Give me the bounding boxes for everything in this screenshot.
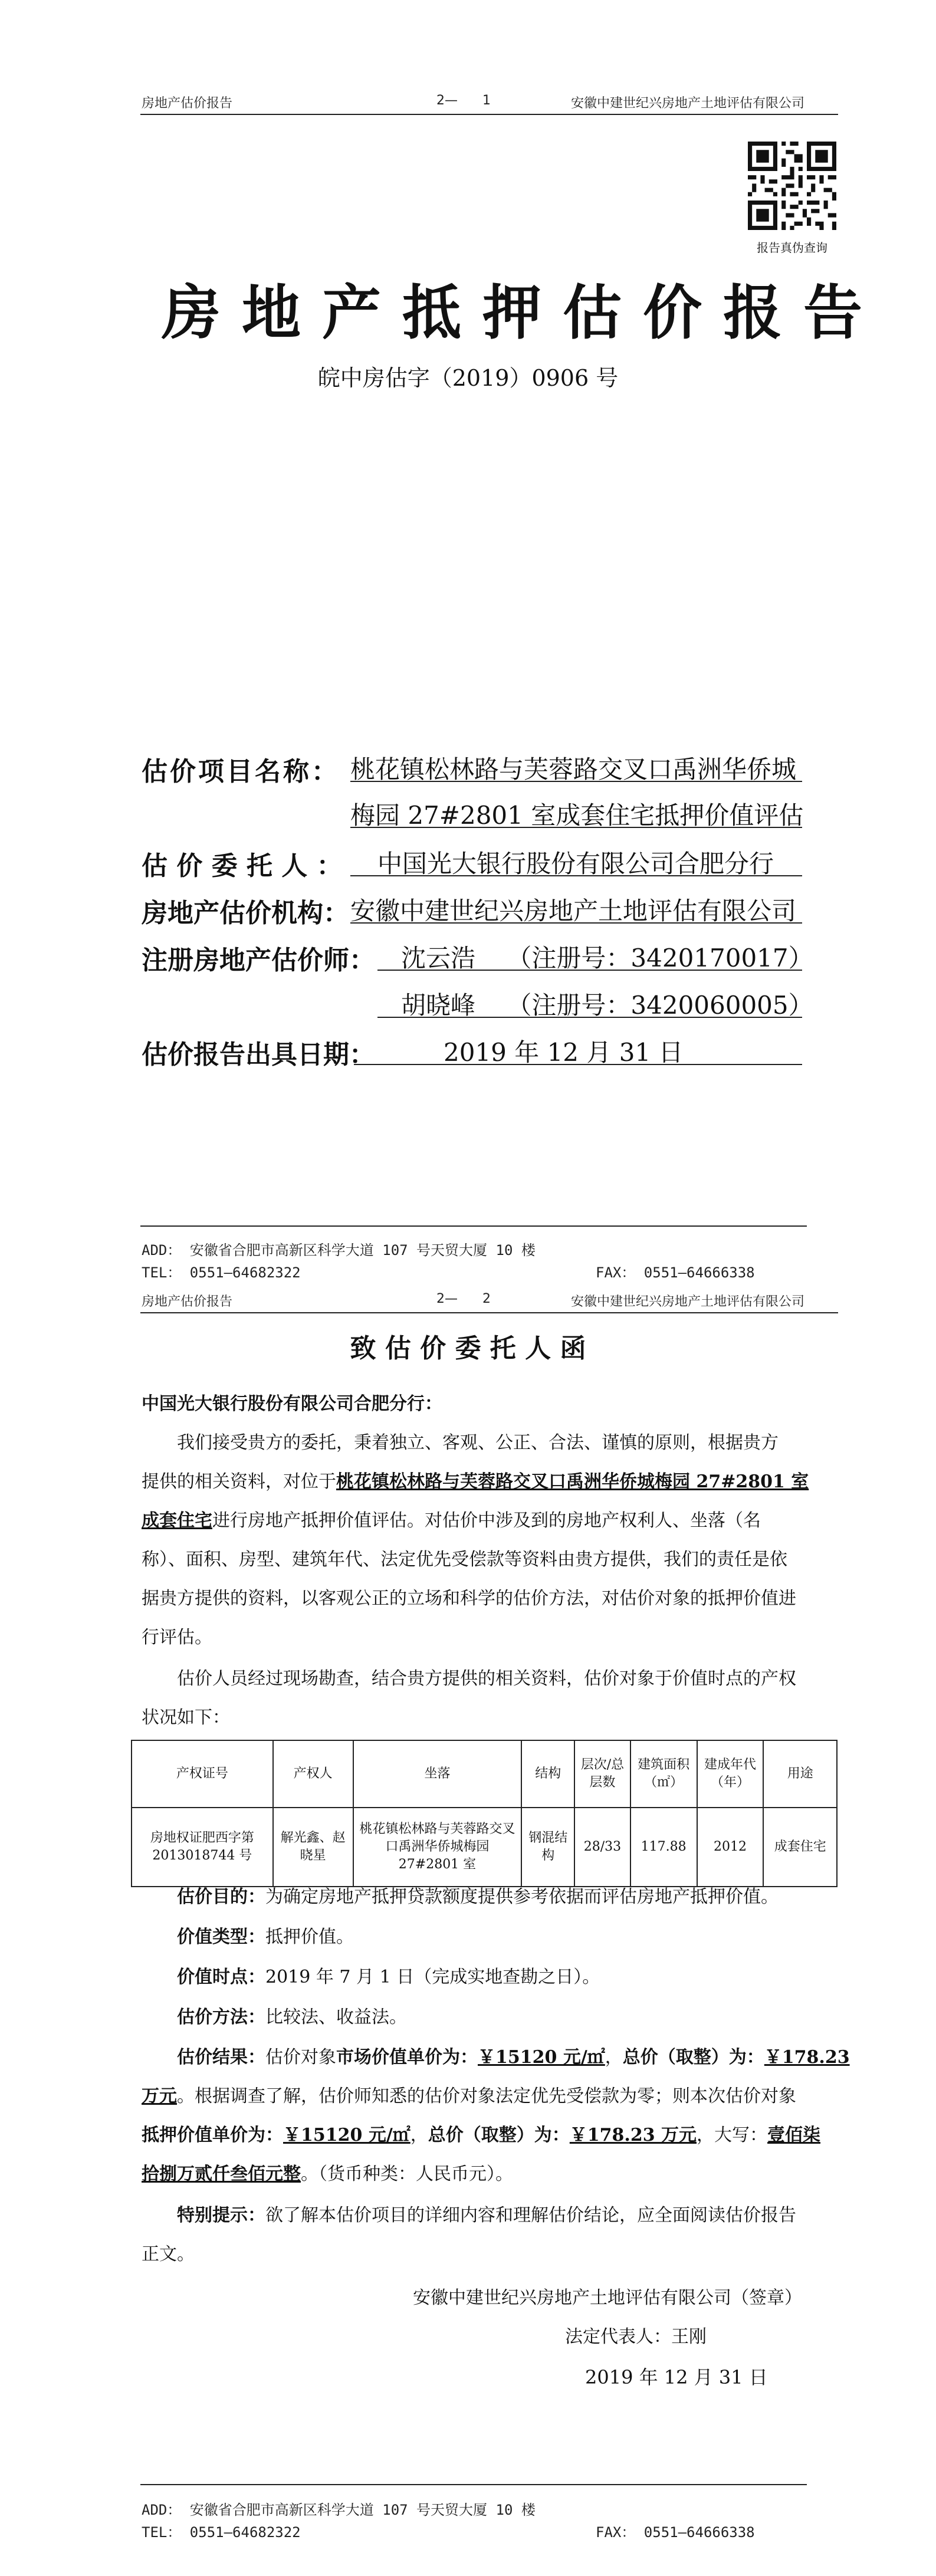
page2-footer-address: ADD： 安徽省合肥市高新区科学大道 107 号天贸大厦 10 楼 xyxy=(142,2502,536,2518)
table-header: 层次/总层数 xyxy=(574,1740,630,1808)
page2-header-rule xyxy=(140,1312,838,1313)
project-name-label: 估价项目名称： xyxy=(142,757,340,787)
table-cell: 钢混结构 xyxy=(521,1808,574,1887)
page2-header-page: 2— 2 xyxy=(436,1292,491,1306)
table-cell: 28/33 xyxy=(574,1808,630,1887)
table-header: 产权人 xyxy=(273,1740,353,1808)
issue-date-underline xyxy=(354,1064,802,1065)
signature-legal-rep: 法定代表人：王刚 xyxy=(565,2327,707,2347)
page1-footer-fax: FAX： 0551—64666338 xyxy=(596,1264,755,1281)
appraiser-underline-1 xyxy=(377,970,802,971)
value-date-line: 价值时点：2019 年 7 月 1 日（完成实地查勘之日）。 xyxy=(177,1967,600,1987)
issue-date-value: 2019 年 12 月 31 日 xyxy=(444,1038,684,1067)
signature-date: 2019 年 12 月 31 日 xyxy=(585,2366,768,2388)
para1-line4: 称）、面积、房型、建筑年代、法定优先受偿款等资料由贵方提供，我们的责任是依 xyxy=(142,1549,787,1570)
page1-header-left: 房地产估价报告 xyxy=(142,96,233,111)
para1-line2: 提供的相关资料，对位于桃花镇松林路与芙蓉路交叉口禹洲华侨城梅园 27#2801 室 xyxy=(142,1471,809,1492)
appraiser-underline-2 xyxy=(377,1017,802,1018)
table-header-row xyxy=(132,1740,837,1808)
table-header: 结构 xyxy=(521,1740,574,1808)
issue-date-label: 估价报告出具日期： xyxy=(142,1040,375,1070)
project-name-line1: 桃花镇松林路与芙蓉路交叉口禹洲华侨城 xyxy=(350,755,797,784)
special-line1: 特别提示：欲了解本估价项目的详细内容和理解估价结论，应全面阅读估价报告 xyxy=(177,2205,796,2226)
para2-line2: 状况如下： xyxy=(142,1707,230,1728)
table-cell: 解光鑫、赵晓星 xyxy=(273,1808,353,1887)
table-header: 建成年代（年） xyxy=(697,1740,764,1808)
para2-line1: 估价人员经过现场勘查，结合贵方提供的相关资料，估价对象于价值时点的产权 xyxy=(177,1668,796,1689)
qr-caption: 报告真伪查询 xyxy=(757,241,827,255)
value-type-line: 价值类型：抵押价值。 xyxy=(177,1927,354,1947)
para1-line3: 成套住宅进行房地产抵押价值评估。对估价中涉及到的房地产权利人、坐落（名 xyxy=(142,1510,761,1531)
appraiser-1: 沈云浩 （注册号：3420170017） xyxy=(401,944,813,972)
page1-footer-rule xyxy=(140,1225,807,1227)
page2-footer-fax: FAX： 0551—64666338 xyxy=(596,2524,755,2541)
table-header: 用途 xyxy=(763,1740,837,1808)
result-line4: 拾捌万贰仟叁佰元整。（货币种类：人民币元）。 xyxy=(142,2164,513,2184)
para1-line5: 据贵方提供的资料，以客观公正的立场和科学的估价方法，对估价对象的抵押价值进 xyxy=(142,1588,796,1609)
table-cell: 成套住宅 xyxy=(763,1808,837,1887)
purpose-line: 估价目的：为确定房地产抵押贷款额度提供参考依据而评估房地产抵押价值。 xyxy=(177,1887,779,1907)
table-header: 产权证号 xyxy=(132,1740,273,1808)
page2-header-right: 安徽中建世纪兴房地产土地评估有限公司 xyxy=(571,1294,805,1309)
client-underline xyxy=(350,875,802,876)
table-cell: 房地权证肥西字第2013018744 号 xyxy=(132,1808,273,1887)
report-title: 房地产抵押估价报告 xyxy=(162,278,884,347)
method-line: 估价方法：比较法、收益法。 xyxy=(177,2007,407,2028)
agency-value: 安徽中建世纪兴房地产土地评估有限公司 xyxy=(350,896,797,925)
table-cell: 桃花镇松林路与芙蓉路交叉口禹洲华侨城梅园 27#2801 室 xyxy=(353,1808,522,1887)
addressee: 中国光大银行股份有限公司合肥分行： xyxy=(142,1394,442,1414)
table-cell: 2012 xyxy=(697,1808,764,1887)
agency-underline xyxy=(350,922,802,924)
project-underline-1 xyxy=(350,781,802,782)
project-name-line2: 梅园 27#2801 室成套住宅抵押价值评估 xyxy=(350,801,804,830)
appraiser-2: 胡晓峰 （注册号：3420060005） xyxy=(401,991,813,1020)
page1-header-page: 2— 1 xyxy=(436,93,491,108)
table-row xyxy=(132,1808,837,1887)
letter-title: 致 估 价 委 托 人 函 xyxy=(350,1333,586,1363)
property-rights-table xyxy=(131,1740,838,1887)
result-line2: 万元。根据调查了解，估价师知悉的估价对象法定优先受偿款为零；则本次估价对象 xyxy=(142,2086,796,2107)
table-header: 坐落 xyxy=(353,1740,522,1808)
page2-header-left: 房地产估价报告 xyxy=(142,1294,233,1309)
appraiser-label: 注册房地产估价师： xyxy=(142,945,375,975)
client-value: 中国光大银行股份有限公司合肥分行 xyxy=(377,849,774,878)
special-line2: 正文。 xyxy=(142,2244,195,2265)
table-header: 建筑面积（㎡） xyxy=(630,1740,697,1808)
agency-label: 房地产估价机构： xyxy=(142,898,349,928)
client-label: 估 价 委 托 人 ： xyxy=(142,851,343,881)
page1-footer-address: ADD： 安徽省合肥市高新区科学大道 107 号天贸大厦 10 楼 xyxy=(142,1242,536,1259)
qr-code-icon xyxy=(748,142,836,230)
report-number: 皖中房估字（2019）0906 号 xyxy=(317,365,619,391)
project-underline-2 xyxy=(350,827,802,828)
signature-company: 安徽中建世纪兴房地产土地评估有限公司（签章） xyxy=(413,2288,802,2308)
page1-footer-tel: TEL： 0551—64682322 xyxy=(142,1264,301,1281)
page1-header-rule xyxy=(140,114,838,115)
table-cell: 117.88 xyxy=(630,1808,697,1887)
result-line1: 估价结果：估价对象市场价值单价为：￥15120 元/㎡，总价（取整）为：￥178.23 xyxy=(177,2047,850,2068)
page2-footer-tel: TEL： 0551—64682322 xyxy=(142,2524,301,2541)
page1-header-right: 安徽中建世纪兴房地产土地评估有限公司 xyxy=(571,96,805,111)
para1-line1: 我们接受贵方的委托，秉着独立、客观、公正、合法、谨慎的原则，根据贵方 xyxy=(177,1432,779,1453)
para1-line6: 行评估。 xyxy=(142,1627,212,1648)
result-line3: 抵押价值单价为：￥15120 元/㎡，总价（取整）为：￥178.23 万元，大写：壹佰柒 xyxy=(142,2125,821,2145)
page2-footer-rule xyxy=(140,2484,807,2485)
